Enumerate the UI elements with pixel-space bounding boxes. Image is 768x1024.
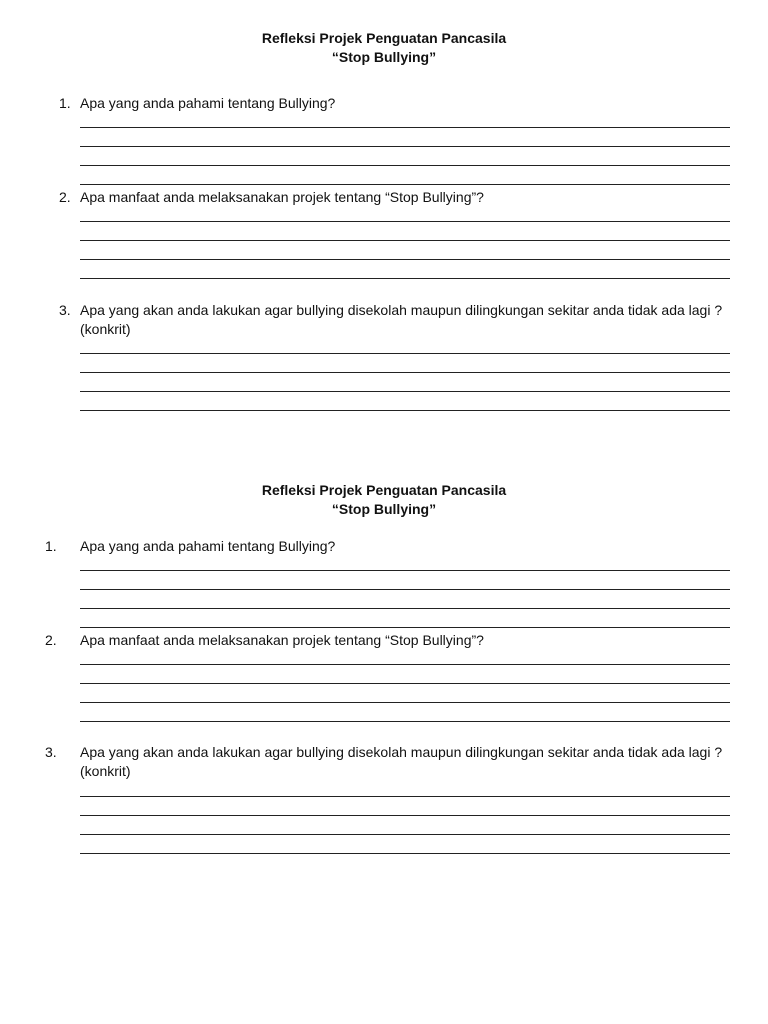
answer-line[interactable] [80,146,730,147]
answer-line[interactable] [80,410,730,411]
question-number: 3. [45,744,57,760]
answer-line[interactable] [80,664,730,665]
answer-line[interactable] [80,702,730,703]
section-title-line1: Refleksi Projek Penguatan Pancasila [261,482,507,498]
answer-line[interactable] [80,853,730,854]
answer-line[interactable] [80,570,730,571]
answer-line[interactable] [80,589,730,590]
answer-line[interactable] [80,221,730,222]
question-number: 3. [59,302,71,318]
answer-line[interactable] [80,683,730,684]
section-title-line2: “Stop Bullying” [331,501,437,517]
question-text: Apa yang anda pahami tentang Bullying? [80,95,336,111]
answer-line[interactable] [80,184,730,185]
answer-line[interactable] [80,240,730,241]
question-number: 2. [45,632,57,648]
answer-line[interactable] [80,127,730,128]
answer-line[interactable] [80,259,730,260]
answer-line[interactable] [80,391,730,392]
answer-line[interactable] [80,627,730,628]
question-text: Apa manfaat anda melaksanakan projek tentang “Stop Bullying”? [80,632,484,648]
answer-line[interactable] [80,721,730,722]
question-number: 2. [59,189,71,205]
question-number: 1. [59,95,71,111]
answer-line[interactable] [80,353,730,354]
question-number: 1. [45,538,57,554]
section-title-line2: “Stop Bullying” [331,49,437,65]
question-text: Apa yang anda pahami tentang Bullying? [80,538,336,554]
question-text: Apa yang akan anda lakukan agar bullying disekolah maupun dilingkungan sekitar anda tidak ada lagi ?(konkrit) [80,302,723,337]
section-title-line1: Refleksi Projek Penguatan Pancasila [261,30,507,46]
question-text: Apa yang akan anda lakukan agar bullying disekolah maupun dilingkungan sekitar anda tidak ada lagi ?(konkrit) [80,744,723,779]
answer-line[interactable] [80,372,730,373]
question-text: Apa manfaat anda melaksanakan projek tentang “Stop Bullying”? [80,189,484,205]
answer-line[interactable] [80,834,730,835]
answer-line[interactable] [80,165,730,166]
answer-line[interactable] [80,815,730,816]
answer-line[interactable] [80,278,730,279]
answer-line[interactable] [80,796,730,797]
answer-line[interactable] [80,608,730,609]
